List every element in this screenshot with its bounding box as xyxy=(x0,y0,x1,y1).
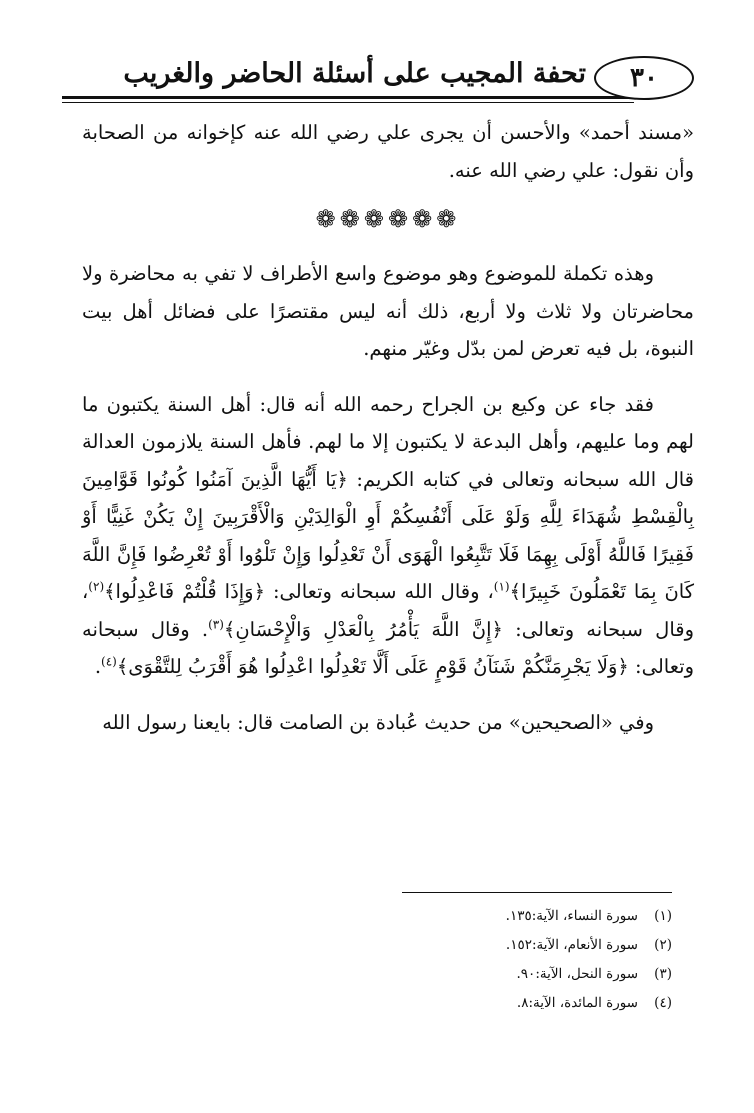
footnote-number: (١) xyxy=(654,908,672,924)
footnote-number: (٤) xyxy=(654,995,672,1011)
paragraph-3-text-b: ، وقال الله سبحانه وتعالى: ﴿وَإِذَا قُلْتُمْ فَاعْدِلُوا﴾ xyxy=(104,580,494,603)
paragraph-3 xyxy=(82,386,694,686)
footnote-number: (٣) xyxy=(654,966,672,982)
footnote-ref-3[interactable]: (٣) xyxy=(208,617,224,631)
main-text xyxy=(82,114,694,741)
page-header xyxy=(62,52,694,108)
footnote-separator xyxy=(402,892,672,893)
footnote-text: سورة النساء، الآية:١٣٥. xyxy=(505,908,638,924)
footnote-item xyxy=(272,960,672,989)
running-title: تحفة المجيب على أسئلة الحاضر والغريب xyxy=(123,58,586,89)
footnote-item xyxy=(272,902,672,931)
paragraph-3-text-d: . وقال سبحانه وتعالى: ﴿وَلَا يَجْرِمَنَّكُمْ شَنَآنُ قَوْمٍ عَلَى أَلَّا تَعْدِلُوا اعْدِلُوا هُوَ أَقْرَبُ لِلتَّقْوَى﴾ xyxy=(82,617,694,678)
page-number: ٣٠ xyxy=(594,56,694,100)
paragraph-3-text-e: . xyxy=(94,655,102,678)
paragraph-1: «مسند أحمد» والأحسن أن يجرى علي رضي الله عنه كإخوانه من الصحابة وأن نقول: علي رضي الله عنه. xyxy=(82,121,694,182)
header-rule-thin xyxy=(62,102,634,103)
footnote-ref-1[interactable]: (١) xyxy=(493,579,510,594)
header-rule xyxy=(62,96,634,99)
paragraph-3-text: فقد جاء عن وكيع بن الجراح رحمه الله أنه قال: أهل السنة يكتبون ما لهم وما عليهم، وأهل البدعة لا يكتبون إلا ما لهم. فأهل السنة يلازمون العدالة قال الله سبحانه وتعالى في كتابه الكريم: ﴿يَا أَيُّهَا الَّذِينَ آمَنُوا كُونُوا قَوَّامِينَ بِالْقِسْطِ شُهَدَاءَ لِلَّهِ وَلَوْ عَلَى أَنْفُسِكُمْ أَوِ الْوَالِدَيْنِ وَالْأَقْرَبِينَ إِنْ يَكُنْ غَنِيًّا أَوْ فَقِيرًا فَاللَّهُ أَوْلَى بِهِمَا فَلَا تَتَّبِعُوا الْهَوَى أَنْ تَعْدِلُوا وَإِنْ تَلْوُوا أَوْ تُعْرِضُوا فَإِنَّ اللَّهَ كَانَ بِمَا تَعْمَلُونَ خَبِيرًا﴾ xyxy=(82,392,694,603)
footnotes xyxy=(272,902,672,1018)
footnote-text: سورة المائدة، الآية:٨. xyxy=(516,995,638,1011)
footnote-item xyxy=(272,989,672,1018)
footnote-text: سورة الأنعام، الآية:١٥٢. xyxy=(505,937,638,953)
footnote-number: (٢) xyxy=(654,937,672,953)
footnote-ref-2[interactable]: (٢) xyxy=(88,579,105,594)
footnote-text: سورة النحل، الآية:٩٠. xyxy=(516,966,638,982)
footnote-ref-4[interactable]: (٤) xyxy=(101,654,117,669)
paragraph-2: وهذه تكملة للموضوع وهو موضوع واسع الأطراف لا تفي به محاضرة ولا محاضرتان ولا ثلاث ولا أربع، ذلك أنه ليس مقتصرًا على فضائل أهل بيت النبوة، بل فيه تعرض لمن بدّل وغيّر منهم. xyxy=(82,262,694,360)
ornament-divider: ❁❁❁❁❁❁ xyxy=(315,205,461,233)
paragraph-4: وفي «الصحيحين» من حديث عُبادة بن الصامت قال: بايعنا رسول الله xyxy=(102,710,654,734)
footnote-item xyxy=(272,931,672,960)
paragraph-3-text-c: ، وقال سبحانه وتعالى: ﴿إِنَّ اللَّهَ يَأْمُرُ بِالْعَدْلِ وَالْإِحْسَانِ﴾ xyxy=(82,580,694,641)
